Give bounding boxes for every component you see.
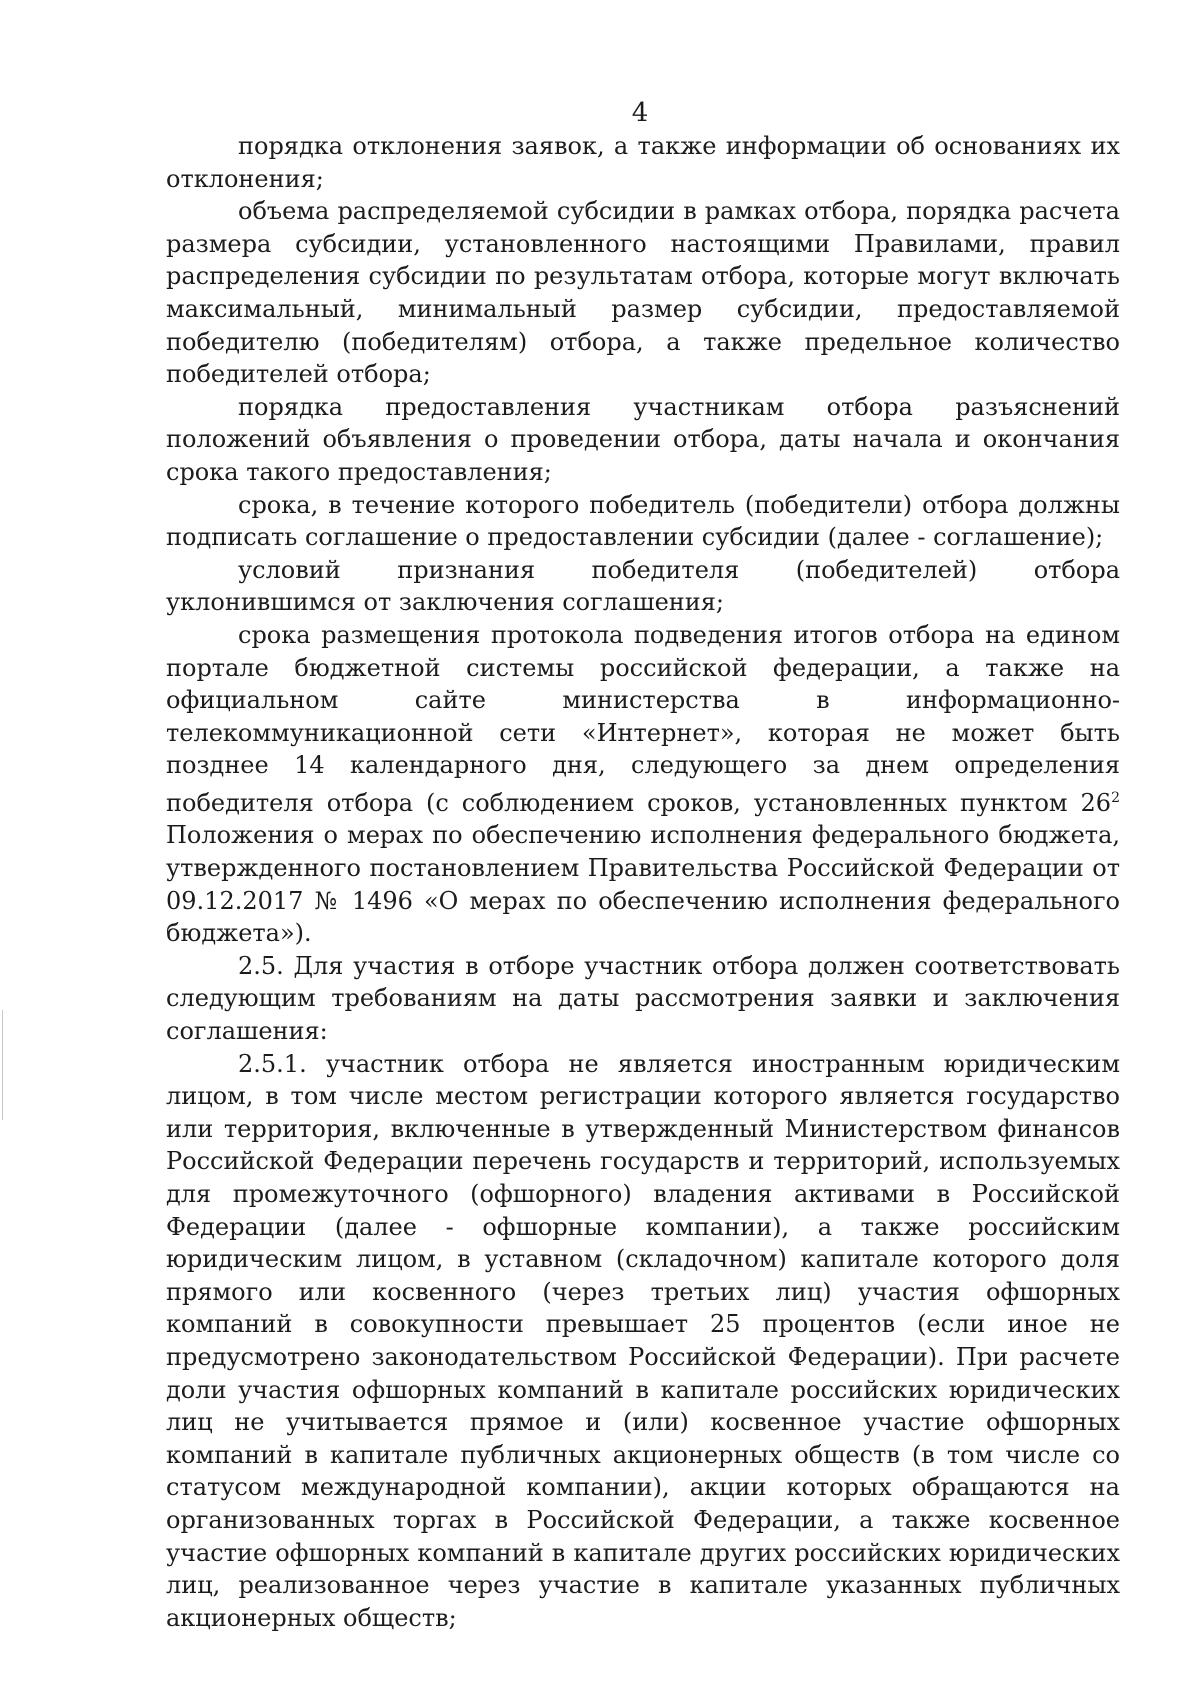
paragraph-clarifications: порядка предоставления участникам отбора разъяснений положений объявления о проведении отбора, даты начала и окончания срока такого предоставления; bbox=[166, 392, 1120, 486]
paragraph-rejection-order: порядка отклонения заявок, а также информации об основаниях их отклонения; bbox=[166, 132, 1120, 193]
paragraph-evasion-conditions: условий признания победителя (победителей) отбора уклонившимся от заключения соглашения; bbox=[166, 555, 1120, 617]
scan-edge-mark bbox=[2, 1010, 3, 1120]
footnote-superscript: 2 bbox=[1111, 789, 1120, 806]
page-number: 4 bbox=[631, 98, 649, 128]
paragraph-2-5-1-offshore: 2.5.1. участник отбора не является иностранным юридическим лицом, в том числе местом регистрации которого является государство или территория, включенные в утвержденный Министерством финансов Российской Федерации перечень государств и территорий, используемых для промежуточного (офшорного) владения активами в Российской Федерации (далее - офшорные компании), а также российским юридическим лицом, в уставном (складочном) капитале которого доля прямого или косвенного (через третьих лиц) участия офшорных компаний в совокупности превышает 25 процентов (если иное не предусмотрено законодательством Российской Федерации). При расчете доли участия офшорных компаний в капитале российских юридических лиц не учитывается прямое и (или) косвенное участие офшорных компаний в капитале публичных акционерных обществ (в том числе со статусом международной компании), акции которых обращаются на организованных торгах в Российской Федерации, а также косвенное участие офшорных компаний в капитале других российских юридических лиц, реализованное через участие в капитале указанных публичных акционерных обществ; bbox=[166, 1049, 1120, 1632]
protocol-text-part-2: Положения о мерах по обеспечению исполнения федерального бюджета, утвержденного постановлением Правительства Российской Федерации от 09.12.2017 № 1496 «О мерах по обеспечению исполнения федерального бюджета»). bbox=[166, 821, 1120, 948]
protocol-text-part-1: срока размещения протокола подведения итогов отбора на едином портале бюджетной системы российской федерации, а также на официальном сайте министерства в информационно-телекоммуникационной сети «Интернет», которая не может быть позднее 14 календарного дня, следующего за днем определения победителя отбора (с соблюдением сроков, установленных пунктом 26 bbox=[166, 620, 1120, 817]
paragraph-2-5-requirements: 2.5. Для участия в отборе участник отбора должен соответствовать следующим требованиям на даты рассмотрения заявки и заключения соглашения: bbox=[166, 951, 1120, 1046]
paragraph-protocol-publication bbox=[166, 619, 1120, 950]
paragraph-signing-deadline: срока, в течение которого победитель (победители) отбора должны подписать соглашение о предоставлении субсидии (далее - соглашение); bbox=[166, 490, 1120, 552]
document-body bbox=[166, 130, 1120, 1634]
paragraph-subsidy-volume: объема распределяемой субсидии в рамках отбора, порядка расчета размера субсидии, установленного настоящими Правилами, правил распределения субсидии по результатам отбора, которые могут включать максимальный, минимальный размер субсидии, предоставляемой победителю (победителям) отбора, а также предельное количество победителей отбора; bbox=[166, 197, 1120, 389]
